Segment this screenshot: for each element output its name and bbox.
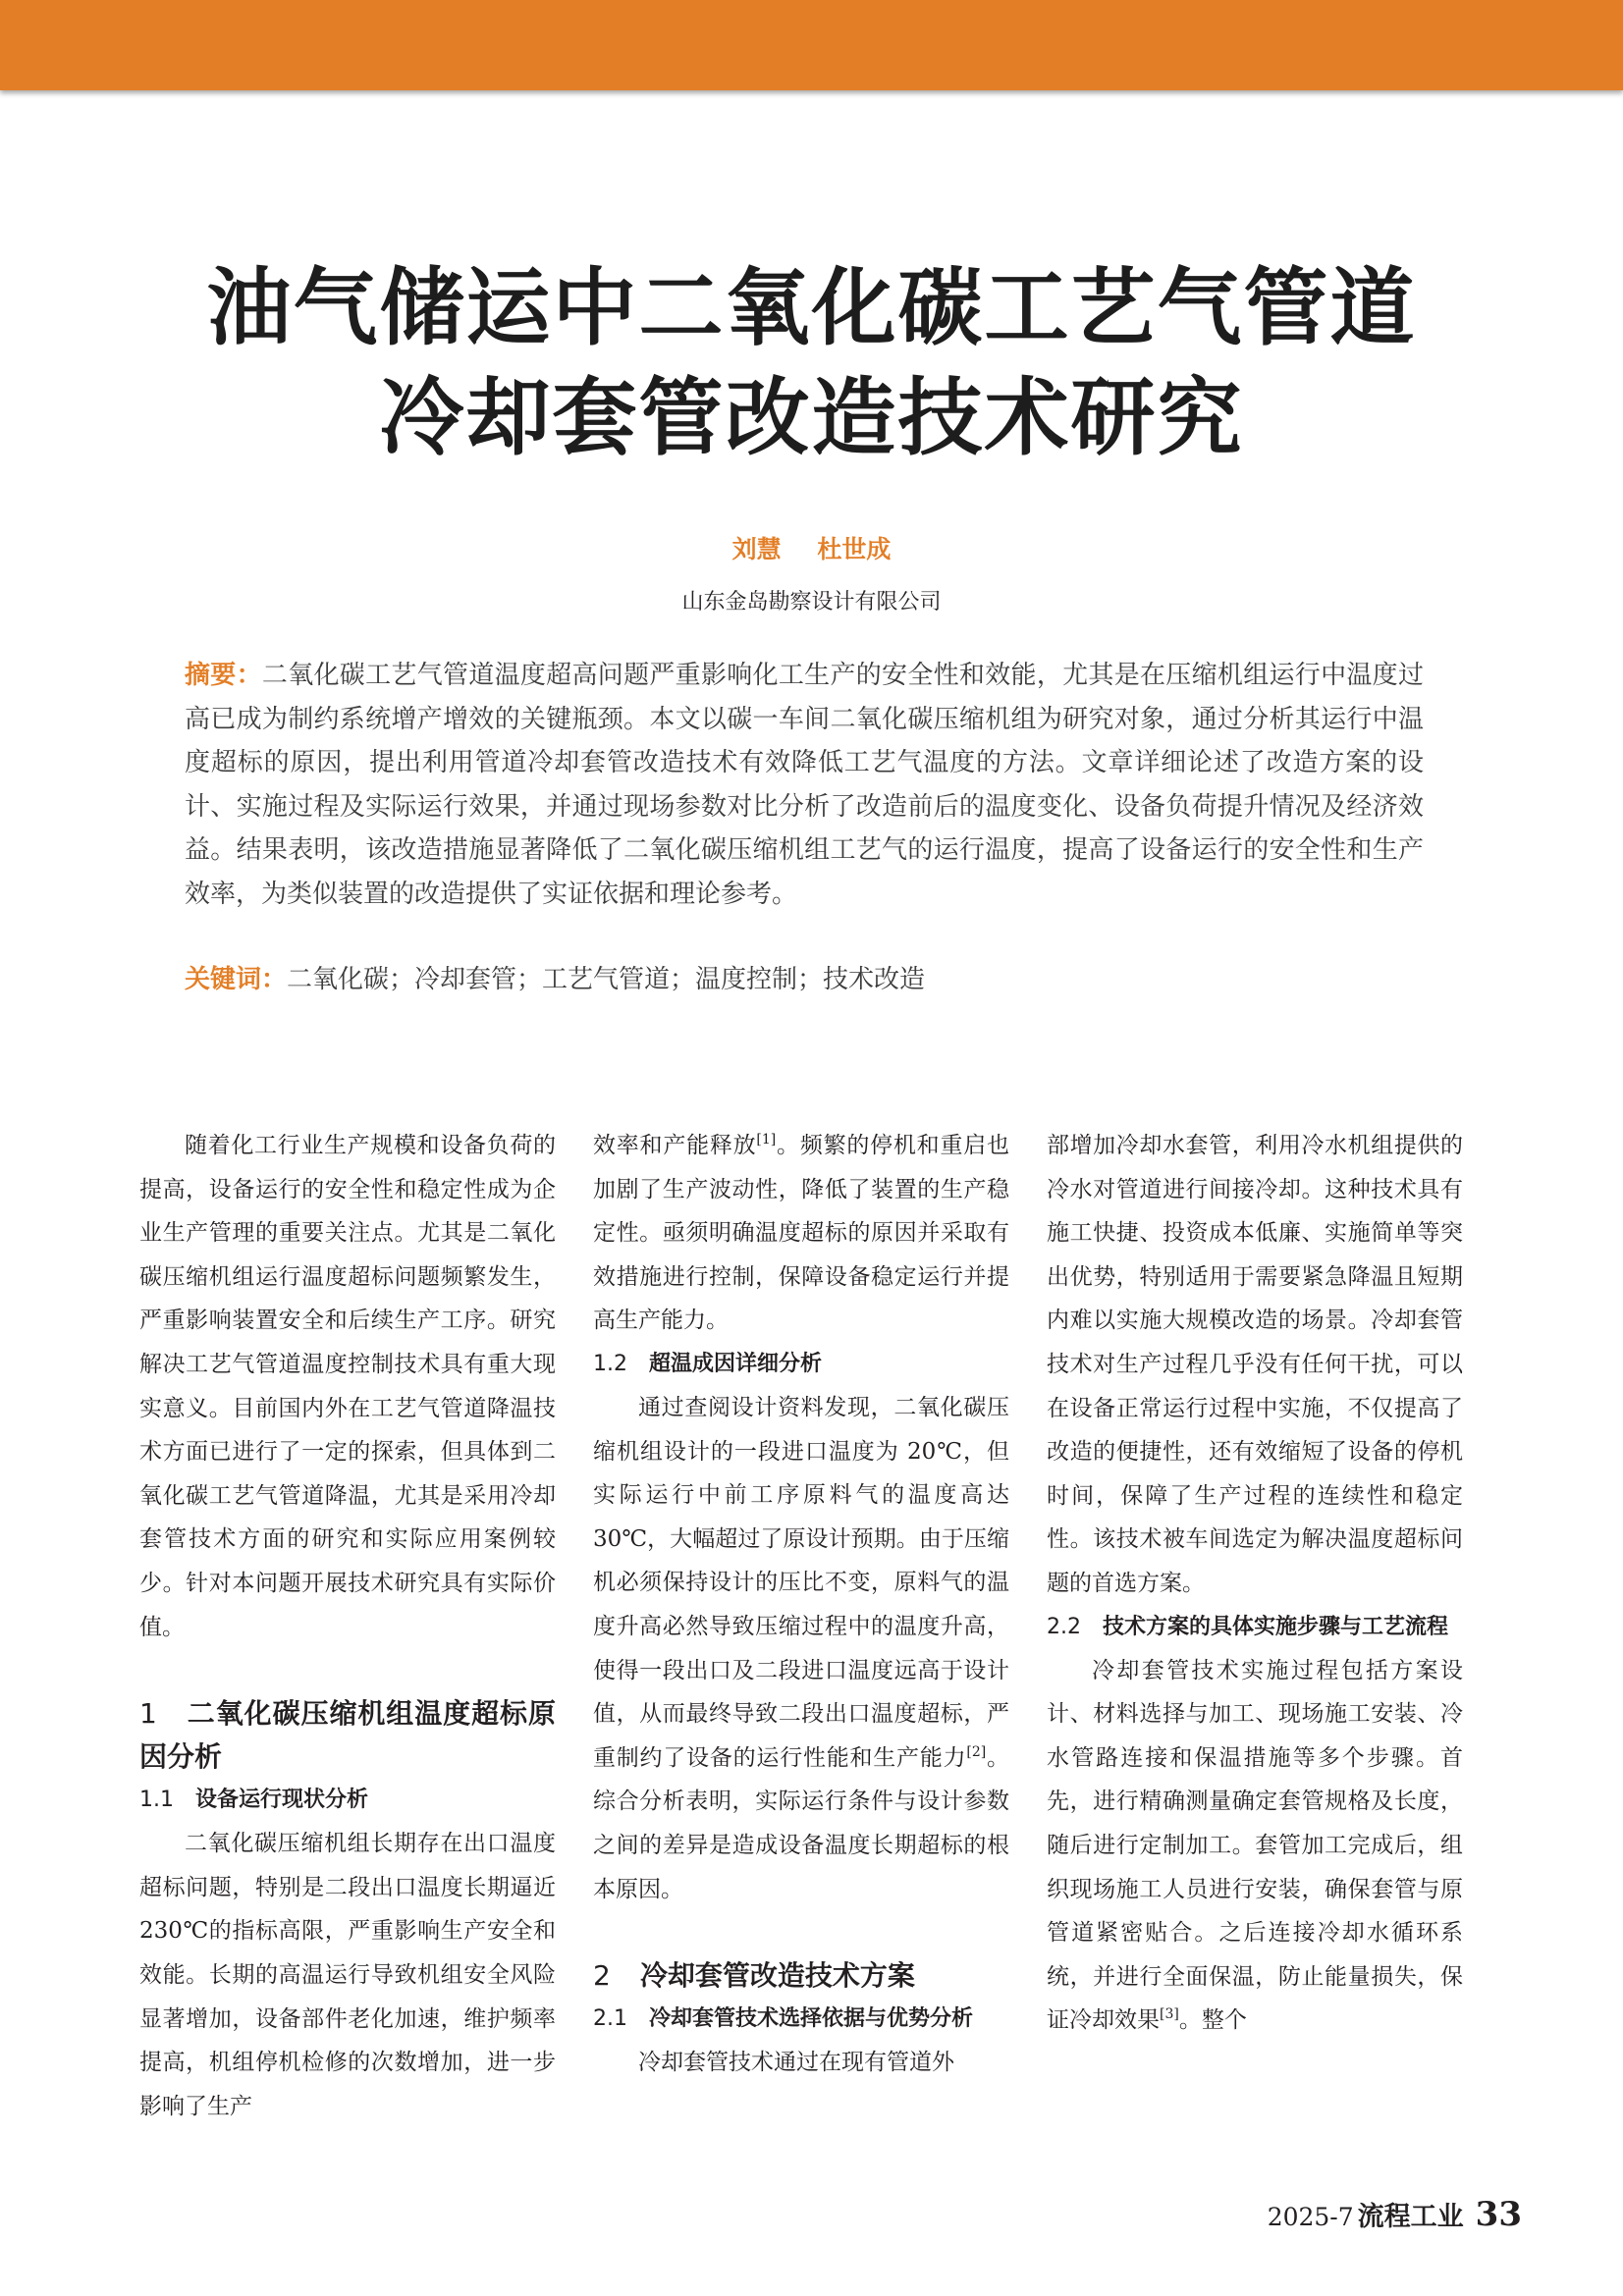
section-number: 2 [593,1959,611,1993]
journal-name: 流程工业 [1357,2202,1464,2232]
abstract-text: 二氧化碳工艺气管道温度超高问题严重影响化工生产的安全性和效能，尤其是在压缩机组运行中温度过高已成为制约系统增产增效的关键瓶颈。本文以碳一车间二氧化碳压缩机组为研究对象，通过分析其运行中温度超标的原因，提出利用管道冷却套管改造技术有效降低工艺气温度的方法。文章详细论述了改造方案的设计、实施过程及实际运行效果，并通过现场参数对比分析了改造前后的温度变化、设备负荷提升情况及经济效益。结果表明，该改造措施显著降低了二氧化碳压缩机组工艺气的运行温度，提高了设备运行的安全性和生产效率，为类似装置的改造提供了实证依据和理论参考。 [185,661,1424,909]
section-title: 二氧化碳压缩机组温度超标原因分析 [139,1697,556,1774]
subsection-heading-2-1 [593,1998,1009,2041]
page-number: 33 [1475,2195,1522,2234]
paragraph-2-2 [1047,1649,1463,2043]
subsection-number: 1.2 [593,1351,627,1376]
article-title [0,253,1623,473]
issue-number: 2025-7 [1267,2203,1354,2231]
subsection-heading-1-1 [139,1779,556,1822]
paragraph-text: 。综合分析表明，实际运行条件与设计参数之间的差异是造成设备温度长期超标的根本原因。 [593,1744,1010,1902]
paragraph-text: 。频繁的停机和重启也加剧了生产波动性，降低了装置的生产稳定性。亟须明确温度超标的原因并采取有效措施进行控制，保障设备稳定运行并提高生产能力。 [593,1133,1010,1334]
paragraph-1-1 [139,1822,556,2128]
citation-ref: [3] [1160,2006,1179,2023]
subsection-number: 1.1 [139,1788,174,1813]
subsection-heading-1-2 [593,1343,1009,1386]
text-column-2 [593,1124,1009,2085]
top-color-band [0,0,1623,90]
abstract [185,654,1424,916]
paragraph-text: 。整个 [1178,2007,1247,2034]
subsection-title: 技术方案的具体实施步骤与工艺流程 [1103,1614,1449,1639]
keywords-label: 关键词： [185,965,288,994]
authors [0,530,1623,565]
paragraph-1-2 [593,1386,1009,1911]
section-heading-1 [139,1692,556,1779]
paragraph-text: 二氧化碳压缩机组长期存在出口温度超标问题，特别是二段出口温度长期逼近 230℃的指标高限，严重影响生产安全和效能。长期的高温运行导致机组安全风险显著增加，设备部件老化加速，维护频率提高，机组停机检修的次数增加，进一步影响了生产 [139,1831,556,2119]
affiliation: 山东金岛勘察设计有限公司 [681,590,942,614]
section-number: 1 [139,1697,157,1731]
subsection-number: 2.2 [1047,1614,1081,1639]
subsection-title: 设备运行现状分析 [195,1788,369,1813]
citation-ref: [1] [756,1132,777,1148]
paragraph-2-1-continued [1047,1124,1463,1606]
abstract-label: 摘要： [185,661,262,690]
subsection-title: 超温成因详细分析 [649,1351,823,1376]
text-column-1 [139,1124,556,2128]
keywords [185,958,1424,1001]
paragraph-text: 通过查阅设计资料发现，二氧化碳压缩机组设计的一段进口温度为 20℃，但实际运行中前工序原料气的温度高达 30℃，大幅超过了原设计预期。由于压缩机必须保持设计的压比不变，原料气的温度升高必然导致压缩过程中的温度升高，使得一段出口及二段进口温度远高于设计值，从而最终导致二段出口温度超标，严重制约了设备的运行性能和生产能力 [593,1394,1009,1771]
paragraph-2-1 [593,2041,1009,2085]
author-name: 杜世成 [817,535,892,563]
paragraph-text: 冷却套管技术通过在现有管道外 [638,2050,954,2076]
section-heading-2 [593,1954,1009,1998]
citation-ref: [2] [966,1743,987,1760]
subsection-heading-2-2 [1047,1606,1463,1649]
paragraph-text: 部增加冷却水套管，利用冷水机组提供的冷水对管道进行间接冷却。这种技术具有施工快捷、投资成本低廉、实施简单等突出优势，特别适用于需要紧急降温且短期内难以实施大规模改造的场景。冷却套管技术对生产过程几乎没有任何干扰，可以在设备正常运行过程中实施，不仅提高了改造的便捷性，还有效缩短了设备的停机时间，保障了生产过程的连续性和稳定性。该技术被车间选定为解决温度超标问题的首选方案。 [1047,1133,1463,1596]
author-name: 刘慧 [731,535,782,563]
subsection-number: 2.1 [593,2006,627,2032]
section-title: 冷却套管改造技术方案 [639,1959,915,1993]
title-line-2: 冷却套管改造技术研究 [379,369,1244,467]
text-column-3 [1047,1124,1463,2043]
paragraph-1-1-continued [593,1124,1009,1343]
title-line-1: 油气储运中二氧化碳工艺气管道 [206,259,1417,357]
paragraph-text: 效率和产能释放 [593,1133,757,1158]
paragraph-text: 冷却套管技术实施过程包括方案设计、材料选择与加工、现场施工安装、冷水管路连接和保温措施等多个步骤。首先，进行精确测量确定套管规格及长度，随后进行定制加工。套管加工完成后，组织现场施工人员进行安装，确保套管与原管道紧密贴合。之后连接冷却水循环系统，并进行全面保温，防止能量损失，保证冷却效果 [1047,1657,1463,2034]
subsection-title: 冷却套管技术选择依据与优势分析 [649,2006,974,2032]
intro-paragraph: 随着化工行业生产规模和设备负荷的提高，设备运行的安全性和稳定性成为企业生产管理的重要关注点。尤其是二氧化碳压缩机组运行温度超标问题频繁发生，严重影响装置安全和后续生产工序。研究解决工艺气管道温度控制技术具有重大现实意义。目前国内外在工艺气管道降温技术方面已进行了一定的探索，但具体到二氧化碳工艺气管道降温，尤其是采用冷却套管技术方面的研究和实际应用案例较少。针对本问题开展技术研究具有实际价值。 [139,1133,556,1640]
keywords-text: 二氧化碳；冷却套管；工艺气管道；温度控制；技术改造 [287,965,926,994]
page-footer [1227,2195,1522,2234]
